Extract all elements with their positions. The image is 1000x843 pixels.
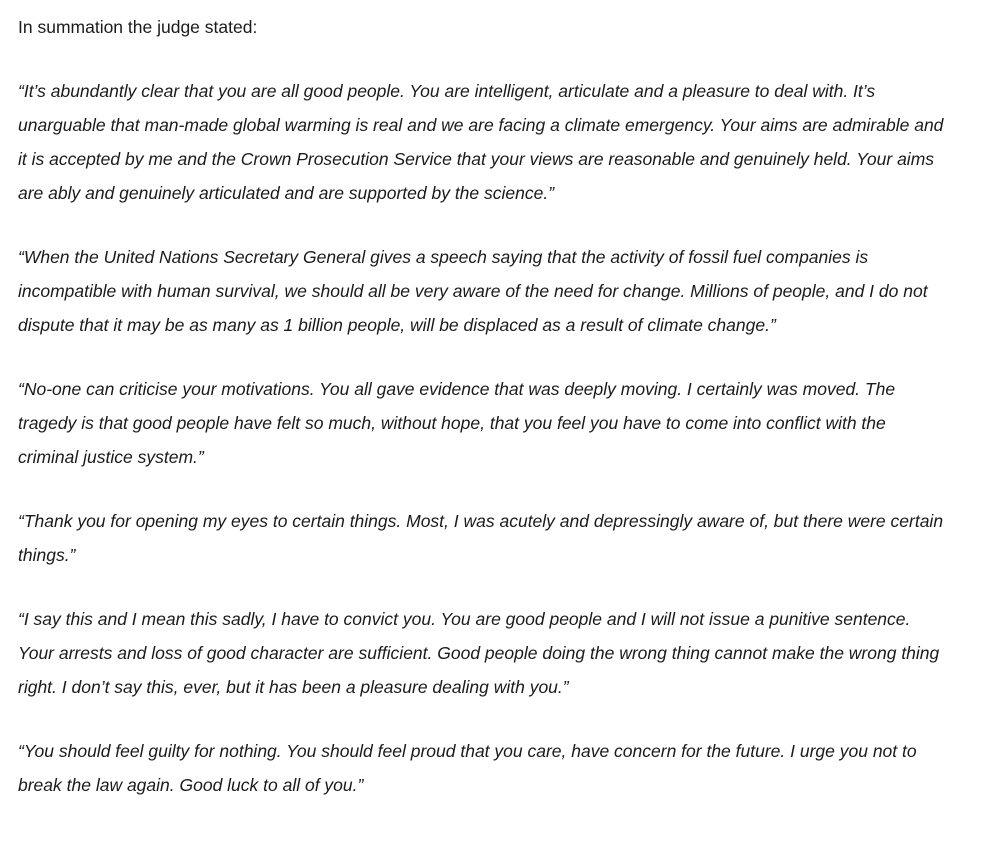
quote-paragraph-motivations: “No-one can criticise your motivations. You all gave evidence that was deeply moving. I certainly was moved. The tragedy is that good people have felt so much, without hope, that you feel you have to come into conflict with the criminal justice system.” [18,379,896,467]
quote-paragraph-guilty-for-nothing: “You should feel guilty for nothing. You should feel proud that you care, have concern for the future. I urge you not to break the law again. Good luck to all of you.” [18,741,917,795]
quote-paragraph-opening-eyes: “Thank you for opening my eyes to certain things. Most, I was acutely and depressingly aware of, but there were certain things.” [18,511,944,565]
quote-paragraph-united-nations: “When the United Nations Secretary General gives a speech saying that the activity of fossil fuel companies is incompatible with human survival, we should all be very aware of the need for change. Millions of people, and I do not dispute that it may be as many as 1 billion people, will be displaced as a result of climate change.” [18,247,928,335]
intro-line: In summation the judge stated: [18,17,258,37]
quote-paragraph-convict: “I say this and I mean this sadly, I have to convict you. You are good people and I will not issue a punitive sentence. Your arrests and loss of good character are sufficient. Good people doing the wrong thing cannot make the wrong thing right. I don’t say this, ever, but it has been a pleasure dealing with you.” [18,609,940,697]
quote-paragraph-good-people: “It’s abundantly clear that you are all good people. You are intelligent, articulate and a pleasure to deal with. It’s unarguable that man-made global warming is real and we are facing a climate emergency. Your aims are admirable and it is accepted by me and the Crown Prosecution Service that your views are reasonable and genuinely held. Your aims are ably and genuinely articulated and are supported by the science.” [18,81,944,203]
